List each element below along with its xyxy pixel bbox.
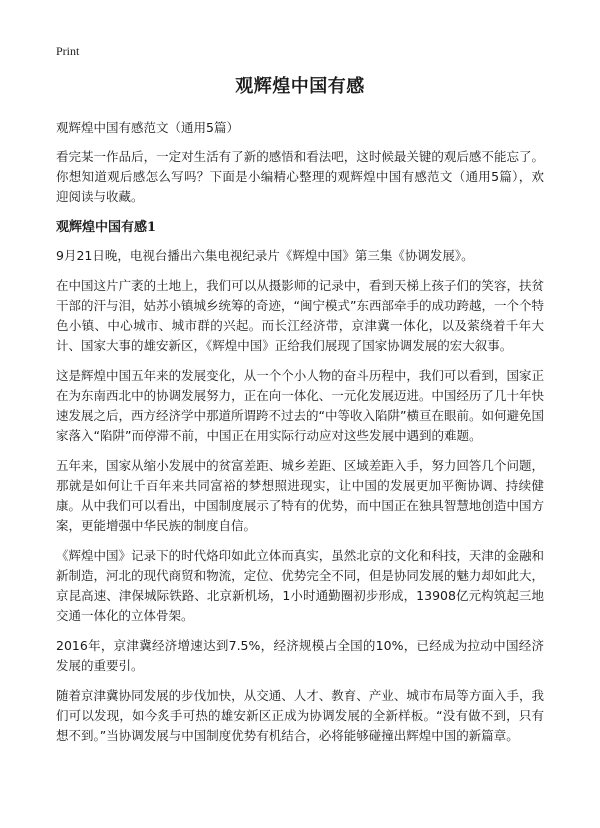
body-paragraph: 随着京津冀协同发展的步伐加快，从交通、人才、教育、产业、城市布局等方面入手，我们可以发现，如今炙手可热的雄安新区正成为协调发展的全新样板。“没有做不到，只有想不到。”当协调发展与中国制度优势有机结合，必将能够碰撞出辉煌中国的新篇章。 xyxy=(56,688,544,743)
section-heading: 观辉煌中国有感1 xyxy=(56,220,157,235)
print-link[interactable]: Print xyxy=(56,44,80,58)
body-paragraph: 这是辉煌中国五年来的发展变化，从一个个小人物的奋斗历程中，我们可以看到，国家正在为东南西北中的协调发展努力，正在向一体化、一元化发展迈进。中国经历了几十年快速发展之后，西方经济学中那道所谓跨不过去的“中等收入陷阱”横亘在眼前。如何避免国家落入“陷阱”而停滞不前，中国正在用实际行动应对这些发展中遇到的难题。 xyxy=(56,368,544,443)
body-paragraph: 2016年，京津冀经济增速达到7.5%，经济规模占全国的10%，已经成为拉动中国经济发展的重要引。 xyxy=(56,638,544,673)
intro-paragraph: 看完某一作品后，一定对生活有了新的感悟和看法吧，这时候最关键的观后感不能忘了。你想知道观后感怎么写吗？下面是小编精心整理的观辉煌中国有感范文（通用5篇），欢迎阅读与收藏。 xyxy=(56,149,544,204)
body-paragraph: 在中国这片广袤的土地上，我们可以从摄影师的记录中，看到天梯上孩子们的笑容，扶贫干部的汗与泪，姑苏小镇城乡统筹的奇迹，“闽宁模式”东西部牵手的成功跨越，一个个特色小镇、中心城市、城市群的兴起。而长江经济带，京津冀一体化，以及萦绕着千年大计、国家大事的雄安新区，《辉煌中国》正给我们展现了国家协调发展的宏大叙事。 xyxy=(56,278,544,353)
body-paragraph: 9月21日晚，电视台播出六集电视纪录片《辉煌中国》第三集《协调发展》。 xyxy=(56,248,474,263)
body-paragraph: 五年来，国家从缩小发展中的贫富差距、城乡差距、区域差距入手，努力回答几个问题，那就是如何让千百年来共同富裕的梦想照进现实，让中国的发展更加平衡协调、持续健康。从中我们可以看出，中国制度展示了特有的优势，而中国正在独具智慧地创造中国方案，更能增强中华民族的制度自信。 xyxy=(56,458,544,533)
body-paragraph: 《辉煌中国》记录下的时代烙印如此立体而真实，虽然北京的文化和科技，天津的金融和新制造，河北的现代商贸和物流，定位、优势完全不同，但是协同发展的魅力却如此大，京昆高速、津保城际铁路、北京新机场，1小时通勤圈初步形成，13908亿元构筑起三地交通一体化的立体骨架。 xyxy=(56,548,544,623)
document-subtitle: 观辉煌中国有感范文（通用5篇） xyxy=(56,120,239,135)
page-title: 观辉煌中国有感 xyxy=(235,76,365,97)
